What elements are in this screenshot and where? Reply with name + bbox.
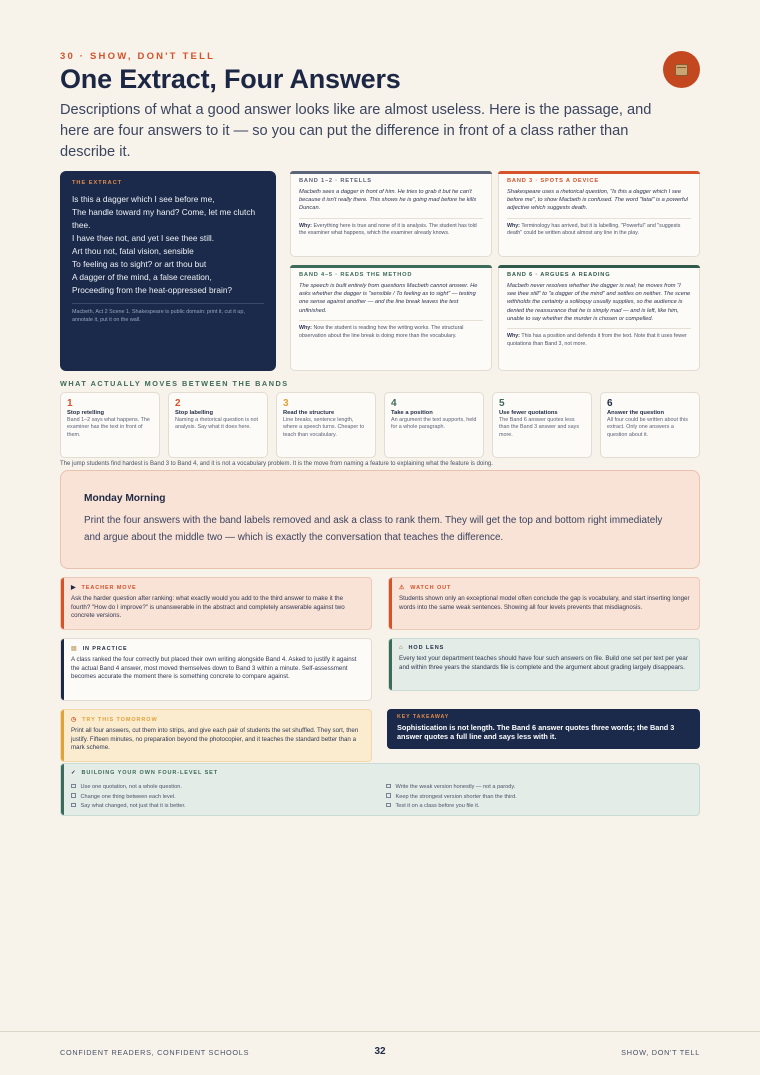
checkbox-icon[interactable] <box>386 803 391 808</box>
answer-card-band-3 <box>498 171 700 257</box>
divider <box>507 218 691 219</box>
card-label: BAND 4–5 · READS THE METHOD <box>299 272 413 278</box>
step-number: 4 <box>391 398 397 409</box>
in-practice-box <box>60 638 372 701</box>
card-accent-bar <box>290 265 492 268</box>
card-label: BAND 3 · SPOTS A DEVICE <box>507 178 599 184</box>
extract-label: THE EXTRACT <box>72 180 123 186</box>
card-accent-bar <box>290 171 492 174</box>
card-label: BAND 6 · ARGUES A READING <box>507 272 611 278</box>
key-takeaway-box <box>387 709 700 749</box>
box-heading: ◷ TRY THIS TOMORROW <box>71 716 158 723</box>
why-label: Why: <box>507 333 520 340</box>
page-number: 32 <box>374 1046 386 1057</box>
checklist-item[interactable]: Test it on a class before you file it. <box>386 802 517 812</box>
extract-line: The handle toward my hand? Come, let me clutch <box>72 207 256 217</box>
book-icon <box>675 64 688 76</box>
extract-line: A dagger of the mind, a false creation, <box>72 272 212 282</box>
box-heading: ⌂ HOD LENS <box>399 645 445 651</box>
card-why <box>299 223 483 239</box>
card-why <box>507 223 691 239</box>
checkbox-icon[interactable] <box>386 793 391 798</box>
footer-left: CONFIDENT READERS, CONFIDENT SCHOOLS <box>60 1048 250 1057</box>
card-accent-bar <box>498 265 700 268</box>
why-text: Everything here is true and none of it is analysis. The student has told the examiner what happens, which the examiner already knows. <box>299 222 477 237</box>
card-answer: Macbeth never resolves whether the dagger is real; he moves from "I see thee still" to "a dagger of the mind" and settles on neither. The scene withholds the certainty a soliloquy usually supplies, so the audience is denied the reassurance that he is simply mad — and is left, like him, unable to say whether the murder is chosen or compelled. <box>507 283 691 322</box>
step-card <box>60 392 160 458</box>
step-desc: Line breaks, sentence length, where a speech turns. Cheaper to teach than vocabulary. <box>283 417 365 438</box>
callout-body: Print the four answers with the band labels removed and ask a class to rank them. They will get the top and bottom right immediately and argue about the middle two — which is exactly the conversation that teaches the difference. <box>84 515 663 543</box>
moves-heading: WHAT ACTUALLY MOVES BETWEEN THE BANDS <box>60 379 289 388</box>
teacher-move-box <box>60 577 372 630</box>
step-desc: Band 1–2 says what happens. The examiner has the text in front of them. <box>67 417 150 438</box>
hod-lens-box <box>388 638 700 691</box>
step-number: 1 <box>67 398 73 409</box>
card-answer: The speech is built entirely from questions Macbeth cannot answer. He asks whether the dagger is "sensible / To feeling as to sight" — testing one sense against another — and the line break leaves the test unfinished. <box>299 283 478 314</box>
extract-line: I have thee not, and yet I see thee still. <box>72 233 215 243</box>
box-heading: ⚠ WATCH OUT <box>399 584 452 591</box>
notebook-icon: ▤ <box>71 646 78 652</box>
checkbox-icon[interactable] <box>71 784 76 789</box>
card-why <box>299 325 483 341</box>
card-accent-bar <box>498 171 700 174</box>
building-icon: ⌂ <box>399 645 404 651</box>
step-card <box>600 392 700 458</box>
divider <box>507 328 691 329</box>
step-number: 5 <box>499 398 505 409</box>
why-label: Why: <box>507 222 520 229</box>
step-number: 3 <box>283 398 289 409</box>
divider <box>299 218 483 219</box>
extract-line: Is this a dagger which I see before me, <box>72 194 215 204</box>
box-heading: ▶ TEACHER MOVE <box>71 584 137 591</box>
checklist-item[interactable]: Write the weak version honestly — not a parody. <box>386 783 517 793</box>
step-card <box>384 392 484 458</box>
answer-card-band-1-2 <box>290 171 492 257</box>
why-text: This has a position and defends it from the text. Note that it uses fewer quotations than Band 3, not more. <box>507 333 687 347</box>
step-desc: The Band 6 answer quotes less than the Band 3 answer and says more. <box>499 417 580 438</box>
checklist-column-right <box>386 783 517 812</box>
box-accent <box>61 578 64 629</box>
step-title: Stop labelling <box>175 410 214 416</box>
step-number: 2 <box>175 398 181 409</box>
step-desc: An argument the text supports, held for a whole paragraph. <box>391 417 477 431</box>
step-desc: All four could be written about this extract. Only one answers a question about it. <box>607 417 688 438</box>
box-accent <box>61 710 64 761</box>
box-accent <box>61 639 64 700</box>
checkbox-icon[interactable] <box>386 784 391 789</box>
extract-line: Art thou not, fatal vision, sensible <box>72 246 194 256</box>
card-why <box>507 333 691 349</box>
step-title: Answer the question <box>607 410 665 416</box>
card-answer: Shakespeare uses a rhetorical question, "Is this a dagger which I see before me", to show Macbeth is confused. The word "fatal" is a powerful adjective which suggests death. <box>507 189 688 212</box>
why-text: Now the student is reading how the writing works. The structural observation about the line break is doing more than the vocabulary. <box>299 324 464 339</box>
why-label: Why: <box>299 324 312 331</box>
monday-morning-callout <box>60 470 700 569</box>
box-text: Every text your department teaches should have four such answers on file. Build one set per text per year and within three years the standards file is complete and the argument about grading largely disappears. <box>399 655 688 671</box>
card-label: BAND 1–2 · RETELLS <box>299 178 372 184</box>
box-accent <box>61 764 64 815</box>
watch-out-box <box>388 577 700 630</box>
footer-right: SHOW, DON'T TELL <box>621 1048 700 1057</box>
box-text: Sophistication is not length. The Band 6 answer quotes three words; the Band 3 answer quotes a full line and says less with it. <box>397 723 675 742</box>
step-card <box>168 392 268 458</box>
box-heading: ▤ IN PRACTICE <box>71 645 128 652</box>
intro-paragraph: Descriptions of what a good answer looks like are almost useless. Here is the passage, and here are four answers to it — so you can put the difference in front of a class rather than describe it. <box>60 102 652 160</box>
step-title: Use fewer quotations <box>499 410 558 416</box>
checklist-item[interactable]: Keep the strongest version shorter than the third. <box>386 793 517 803</box>
extract-line: To feeling as to sight? or art thou but <box>72 259 207 269</box>
box-text: Students shown only an exceptional model often conclude the gap is vocabulary, and start inserting longer words into the same weak sentences. Showing all four levels prevents that misdiagnosis. <box>399 595 690 611</box>
callout-title: Monday Morning <box>84 493 166 504</box>
warning-icon: ⚠ <box>399 585 406 591</box>
check-icon: ✓ <box>71 770 77 776</box>
checklist-panel <box>60 763 700 816</box>
section-kicker: 30 · SHOW, DON'T TELL <box>60 51 216 62</box>
step-number: 6 <box>607 398 613 409</box>
answer-card-band-4-5 <box>290 265 492 371</box>
step-title: Read the structure <box>283 410 335 416</box>
checklist-heading: ✓ BUILDING YOUR OWN FOUR-LEVEL SET <box>71 770 218 776</box>
extract-line: thee. <box>72 220 91 230</box>
checklist-item[interactable]: Use one quotation, not a whole question. <box>71 783 186 793</box>
section-badge <box>663 51 700 88</box>
box-heading: KEY TAKEAWAY <box>397 714 450 720</box>
clock-icon: ◷ <box>71 717 78 723</box>
divider <box>299 320 483 321</box>
divider <box>72 303 264 304</box>
step-title: Stop retelling <box>67 410 105 416</box>
card-answer: Macbeth sees a dagger in front of him. He tries to grab it but he can't because it isn't really there. This shows he is going mad before he kills Duncan. <box>299 189 477 212</box>
moves-caption: The jump students find hardest is Band 3 to Band 4, and it is not a vocabulary problem. It is the move from naming a feature to explaining what the feature is doing. <box>60 461 493 467</box>
checklist-item[interactable]: Say what changed, not just that it is better. <box>71 802 186 812</box>
checklist-item[interactable]: Change one thing between each level. <box>71 793 186 803</box>
footer-divider <box>0 1031 760 1032</box>
why-text: Terminology has arrived, but it is labelling. "Powerful" and "suggests death" could be written about almost any line in the play. <box>507 222 681 237</box>
box-text: A class ranked the four correctly but placed their own writing alongside Band 4. Asked to justify it against the actual Band 4 answer, most moved themselves down to Band 3 within a minute. Self-assessment becomes accurate the moment there is something concrete to compare against. <box>71 656 357 681</box>
step-card <box>276 392 376 458</box>
checkbox-icon[interactable] <box>71 803 76 808</box>
box-text: Ask the harder question after ranking: what exactly would you add to the third answer to make it the fourth? "How do I improve?" is unanswerable in the abstract and completely answerable against two concrete versions. <box>71 595 345 620</box>
answer-card-band-6 <box>498 265 700 371</box>
why-label: Why: <box>299 222 312 229</box>
step-desc: Naming a rhetorical question is not analysis. Say what it does here. <box>175 417 258 431</box>
box-text: Print all four answers, cut them into strips, and give each pair of students the set shuffled. They sort, then justify. Fifteen minutes, no preparation beyond the photocopier, and it teaches the standard better than a mark scheme. <box>71 727 359 752</box>
extract-note: Macbeth, Act 2 Scene 1. Shakespeare is public domain: print it, cut it up, annotate it, put it on the wall. <box>72 309 245 323</box>
extract-line: Proceeding from the heat-oppressed brain? <box>72 285 233 295</box>
page-title: One Extract, Four Answers <box>60 64 401 94</box>
step-title: Take a position <box>391 410 433 416</box>
try-this-tomorrow-box <box>60 709 372 762</box>
box-accent <box>389 639 392 690</box>
extract-panel <box>60 171 276 371</box>
box-accent <box>389 578 392 629</box>
play-icon: ▶ <box>71 585 77 591</box>
checkbox-icon[interactable] <box>71 793 76 798</box>
checklist-column-left <box>71 783 186 812</box>
step-card <box>492 392 592 458</box>
